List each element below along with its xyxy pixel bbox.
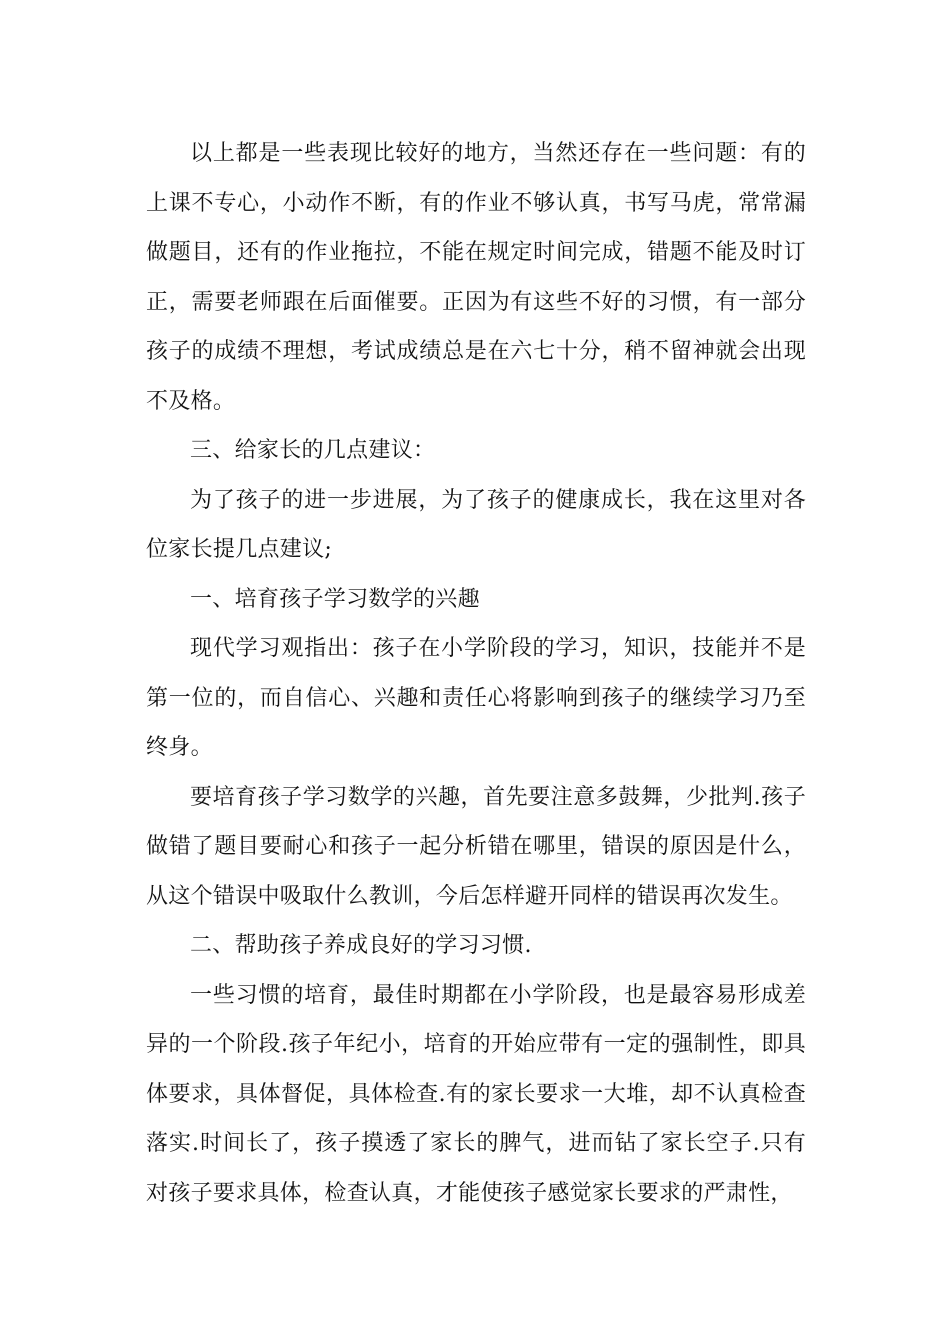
section-heading-parent-suggestions: 三、给家长的几点建议： (190, 438, 436, 463)
heading-cultivate-interest: 一、培育孩子学习数学的兴趣 (190, 586, 480, 612)
paragraph-existing-problems: 以上都是一些表现比较好的地方，当然还存在一些问题：有的上课不专心，小动作不断，有的作业不够认真，书写马虎，常常漏做题目，还有的作业拖拉，不能在规定时间完成，错题不能及时订正，需要老师跟在后面催要。正因为有这些不好的习惯，有一部分孩子的成绩不理想，考试成绩总是在六七十分，稍不留神就会出现不及格。 (146, 141, 806, 414)
document-page (146, 129, 806, 1218)
paragraph-suggestions-intro: 为了孩子的进一步进展，为了孩子的健康成长，我在这里对各位家长提几点建议; (146, 487, 806, 562)
paragraph-habit-cultivation: 一些习惯的培育，最佳时期都在小学阶段，也是最容易形成差异的一个阶段.孩子年纪小，培育的开始应带有一定的强制性，即具体要求，具体督促，具体检查.有的家长要求一大堆，却不认真检查落实.时间长了，孩子摸透了家长的脾气，进而钻了家长空子.只有对孩子要求具体，检查认真，才能使孩子感觉家长要求的严肃性， (146, 982, 806, 1206)
paragraph-encourage-more: 要培育孩子学习数学的兴趣，首先要注意多鼓舞，少批判.孩子做错了题目要耐心和孩子一起分析错在哪里，错误的原因是什么，从这个错误中吸取什么教训，今后怎样避开同样的错误再次发生。 (146, 784, 806, 909)
heading-good-habits: 二、帮助孩子养成良好的学习习惯. (190, 933, 532, 958)
paragraph-modern-learning-view: 现代学习观指出：孩子在小学阶段的学习，知识，技能并不是第一位的，而自信心、兴趣和责任心将影响到孩子的继续学习乃至终身。 (146, 636, 806, 760)
